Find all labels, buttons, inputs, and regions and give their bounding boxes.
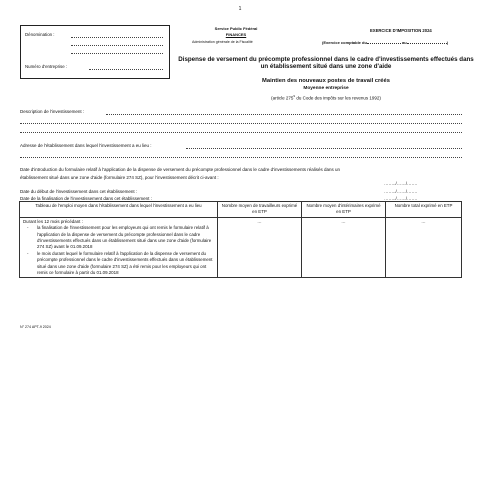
- denomination-field-3[interactable]: [71, 53, 163, 54]
- column-header: Tableau de l'emploi moyen dans l'établissement dans lequel l'investissement a eu lieu: [20, 202, 218, 218]
- employment-table: [19, 201, 462, 278]
- identification-box: [20, 25, 170, 79]
- enterprise-number-field[interactable]: [89, 69, 163, 70]
- period-intro: Durant les 12 mois précédant :: [23, 218, 83, 224]
- administration-name: Administration générale de la Fiscalité: [192, 40, 253, 44]
- address-field[interactable]: [186, 148, 462, 149]
- table-header-row: [20, 202, 462, 218]
- denomination-label: Dénomination :: [25, 32, 55, 37]
- page-number: 1: [238, 6, 242, 12]
- description-line-2[interactable]: [20, 123, 462, 124]
- period-list: [23, 225, 214, 276]
- description-field[interactable]: [106, 114, 462, 115]
- form-introduction-date-label: Date d'introduction du formulaire relatif à l'application de la dispense de versement du précompte professionnel dans le cadre d'investissements réalisés dans un établissement situé dans une zone d'aide (formulaire 274 SZ), pour l'investissement décrit ci-avant :: [20, 167, 341, 180]
- period-description-cell: [20, 217, 218, 278]
- list-item: - le mois durant lequel le formulaire relatif à l'application de la dispense de versement du précompte professionnel dans le cadre d'investissements effectués dans un établissement situé dans une zone d'aide (formulaire 274 SZ) a été remis pour les employeurs qui ont remis ce formulaire à partir du 01.09.2018: [37, 251, 214, 277]
- accounting-period: [322, 40, 448, 45]
- form-subtitle: Maintien des nouveaux postes de travail créés: [262, 78, 390, 84]
- address-label: Adresse de l'établissement dans lequel l'investissement a eu lieu :: [20, 143, 152, 148]
- list-item: - la finalisation de l'investissement pour les employeurs qui ont remis le formulaire relatif à l'application de la dispense de versement du précompte professionnel dans le cadre d'investissements effectués dans un établissement situé dans une zone d'aide (formulaire 274 SZ) avant le 01.09.2018: [37, 225, 214, 251]
- introduction-date-field[interactable]: ……../……/…….: [384, 181, 418, 186]
- form-reference: N° 274 APT-9 2024: [20, 325, 51, 329]
- temporary-workers-fte-cell[interactable]: …: [302, 217, 386, 278]
- enterprise-size: Moyenne entreprise: [303, 86, 349, 91]
- enterprise-number-row: [25, 64, 67, 69]
- start-date-field[interactable]: ……../……/…….: [384, 189, 418, 194]
- workers-fte-cell[interactable]: …: [218, 217, 302, 278]
- enterprise-number-label: Numéro d'entreprise :: [25, 64, 68, 69]
- end-date-label: Date de la finalisation de l'investissement dans cet établissement :: [20, 196, 152, 201]
- legal-reference: (article $275^9$ du Code des impôts sur les revenus 1992): [271, 94, 381, 101]
- end-date-field[interactable]: ……../……/…….: [384, 196, 418, 201]
- start-date-label: Date du début de l'investissement dans cet établissement :: [20, 189, 138, 194]
- column-header: Nombre total exprimé en ETP: [386, 202, 462, 218]
- organisation-header: [196, 26, 276, 38]
- org-name: Service Public Fédéral: [214, 26, 258, 31]
- denomination-field[interactable]: [71, 37, 163, 38]
- total-fte-cell[interactable]: …: [386, 217, 462, 278]
- description-label: Description de l'investissement :: [20, 109, 85, 114]
- denomination-row: [25, 32, 55, 37]
- tax-year: EXERCICE D'IMPOSITION 2024: [370, 28, 432, 33]
- address-line-2[interactable]: [20, 157, 462, 158]
- table-row: [20, 217, 462, 278]
- org-department: FINANCES: [225, 32, 247, 37]
- accounting-prefix: (Exercice comptable du: [322, 40, 367, 45]
- column-header: Nombre moyen de travailleurs exprimé en ETP: [218, 202, 302, 218]
- accounting-suffix: ): [446, 40, 449, 45]
- column-header: Nombre moyen d'intérimaires exprimé en ETP: [302, 202, 386, 218]
- form-title: Dispense de versement du précompte professionnel dans le cadre d'investissements effectués dans un établissement situé dans une zone d'aide: [178, 56, 474, 71]
- description-line-3[interactable]: [20, 132, 462, 133]
- accounting-mid: au: [402, 40, 407, 45]
- period-end-field[interactable]: [407, 43, 447, 44]
- denomination-field-2[interactable]: [71, 45, 163, 46]
- period-start-field[interactable]: [367, 43, 401, 44]
